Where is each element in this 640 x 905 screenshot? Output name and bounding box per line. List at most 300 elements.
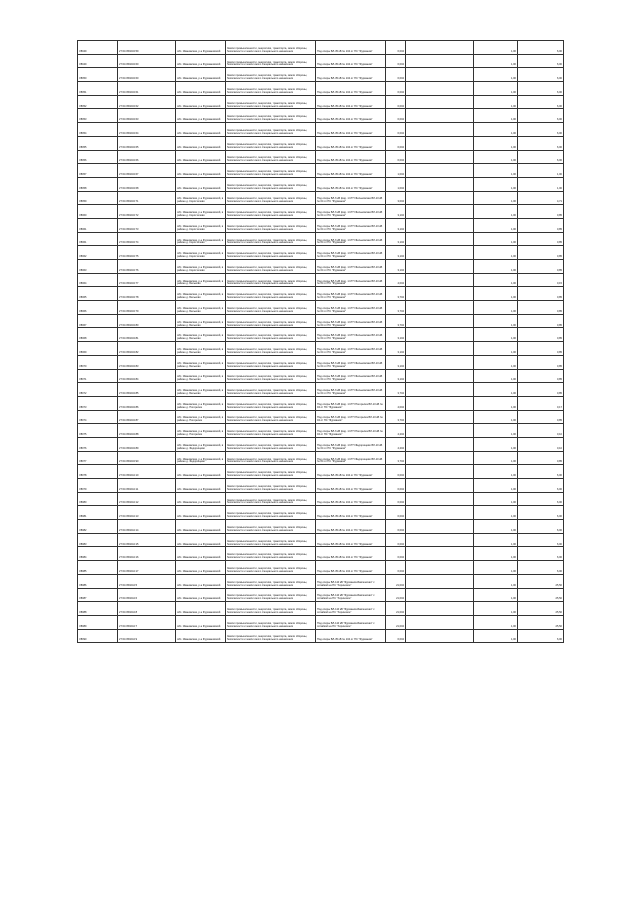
location: обл. Ивановская, р-н Фурмановский, в районе д. Бельково	[176, 287, 226, 301]
row-number: V8084	[78, 547, 118, 561]
share-value: 1,00	[474, 410, 518, 424]
share-value: 1,00	[474, 232, 518, 246]
location: обл. Ивановская, р-н Фурмановский	[176, 602, 226, 616]
empty-cell	[406, 246, 474, 260]
land-category: Земли промышленности, энергетики, транспорта, земли обороны, безопасности и земли иного специального назначения	[226, 205, 316, 219]
permitted-use: Под опоры ВЛ-6 кВ фид. 1 КТП Федорищево ВЛ-10 кВ № 04 от ПС "Фурманов"	[316, 437, 386, 451]
table-row	[78, 301, 564, 315]
area-value: 21,004	[386, 602, 406, 616]
empty-cell	[406, 218, 474, 232]
land-category: Земли промышленности, энергетики, транспорта, земли обороны, безопасности и земли иного специального назначения	[226, 588, 316, 602]
row-number: V8079	[78, 479, 118, 493]
permitted-use: Под опоры ВЛ-35 кВ № 104 от ПС "Фурманов"	[316, 136, 386, 150]
share-value: 1,00	[474, 383, 518, 397]
area-value: 6,004	[386, 465, 406, 479]
permitted-use: Под опоры ВЛ-35 кВ № 104 от ПС "Фурманов"	[316, 68, 386, 82]
land-category: Земли промышленности, энергетики, транспорта, земли обороны, безопасности и земли иного специального назначения	[226, 520, 316, 534]
empty-cell	[406, 437, 474, 451]
row-number: V8085	[78, 561, 118, 575]
land-category: Земли промышленности, энергетики, транспорта, земли обороны, безопасности и земли иного специального назначения	[226, 123, 316, 137]
permitted-use: Под опоры ВЛ-35 кВ № 104 от ПС "Фурманов"	[316, 561, 386, 575]
permitted-use: Под опоры ВЛ-6 кВ фид. 1 КТП Фильковская ВЛ-10 кВ № 04 от ПС "Фурманов"	[316, 205, 386, 219]
table-row	[78, 273, 564, 287]
permitted-use: Под опоры ВЛ-110 кВ "Фурманов-Бавленская" с отпайкой на ПС "Хоринское"	[316, 615, 386, 629]
permitted-use: Под опоры ВЛ-110 кВ "Фурманов-Бавленская" с отпайкой на ПС "Хоринское"	[316, 574, 386, 588]
permitted-use: Под опоры ВЛ-35 кВ № 104 от ПС "Фурманов"	[316, 520, 386, 534]
area-value: 6,004	[386, 150, 406, 164]
cadastral-number: 27:04:050244:14	[118, 520, 176, 534]
permitted-use: Под опоры ВЛ-6 кВ фид. 1 КТП Фильковская ВЛ-10 кВ № 04 от ПС "Фурманов"	[316, 218, 386, 232]
location: обл. Ивановская, р-н Фурмановский, в районе д. Бельково	[176, 355, 226, 369]
empty-cell	[406, 123, 474, 137]
row-number: V8081	[78, 506, 118, 520]
location: обл. Ивановская, р-н Фурмановский, в районе д. Погорелка	[176, 396, 226, 410]
row-number: V8072	[78, 383, 118, 397]
cadastral-number: 27:04:050244:16	[118, 547, 176, 561]
sum-value: 0,85	[518, 410, 564, 424]
share-value: 1,00	[474, 396, 518, 410]
empty-cell	[406, 492, 474, 506]
area-value: 6,004	[386, 41, 406, 55]
share-value: 1,00	[474, 561, 518, 575]
location: обл. Ивановская, р-н Фурмановский	[176, 479, 226, 493]
cadastral-number: 27:04:050244:12	[118, 492, 176, 506]
table-row	[78, 602, 564, 616]
share-value: 1,00	[474, 54, 518, 68]
area-value: 3,704	[386, 383, 406, 397]
empty-cell	[406, 164, 474, 178]
table-row	[78, 191, 564, 205]
permitted-use: Под опоры ВЛ-35 кВ № 104 от ПС "Фурманов"	[316, 547, 386, 561]
location: обл. Ивановская, р-н Фурмановский, в районе д. Погорелка	[176, 410, 226, 424]
land-category: Земли промышленности, энергетики, транспорта, земли обороны, безопасности и земли иного специального назначения	[226, 150, 316, 164]
empty-cell	[406, 41, 474, 55]
share-value: 1,00	[474, 355, 518, 369]
empty-cell	[406, 95, 474, 109]
area-value: 6,004	[386, 82, 406, 96]
location: обл. Ивановская, р-н Фурмановский, в районе д. Бельково	[176, 328, 226, 342]
row-number: V8070	[78, 355, 118, 369]
share-value: 1,00	[474, 629, 518, 643]
cadastral-number: 27:04:050243:76	[118, 260, 176, 274]
permitted-use: Под опоры ВЛ-35 кВ № 104 от ПС "Фурманов"	[316, 465, 386, 479]
area-value: 3,104	[386, 260, 406, 274]
location: обл. Ивановская, р-н Фурмановский, в районе д. Коростелево	[176, 191, 226, 205]
row-number: V8049	[78, 41, 118, 55]
location: обл. Ивановская, р-н Фурмановский	[176, 82, 226, 96]
table-row	[78, 588, 564, 602]
land-category: Земли промышленности, энергетики, транспорта, земли обороны, безопасности и земли иного специального назначения	[226, 232, 316, 246]
table-row	[78, 492, 564, 506]
land-category: Земли промышленности, энергетики, транспорта, земли обороны, безопасности и земли иного специального назначения	[226, 410, 316, 424]
land-category: Земли промышленности, энергетики, транспорта, земли обороны, безопасности и земли иного специального назначения	[226, 424, 316, 438]
location: обл. Ивановская, р-н Фурмановский	[176, 109, 226, 123]
sum-value: 0,85	[518, 205, 564, 219]
cadastral-number: 27:04:050243:90	[118, 451, 176, 465]
empty-cell	[406, 342, 474, 356]
empty-cell	[406, 588, 474, 602]
land-category: Земли промышленности, энергетики, транспорта, земли обороны, безопасности и земли иного специального назначения	[226, 314, 316, 328]
table-row	[78, 424, 564, 438]
table-row	[78, 287, 564, 301]
cadastral-number: 27:04:050243:86	[118, 396, 176, 410]
land-category: Земли промышленности, энергетики, транспорта, земли обороны, безопасности и земли иного специального назначения	[226, 383, 316, 397]
land-category: Земли промышленности, энергетики, транспорта, земли обороны, безопасности и земли иного специального назначения	[226, 437, 316, 451]
empty-cell	[406, 533, 474, 547]
land-category: Земли промышленности, энергетики, транспорта, земли обороны, безопасности и земли иного специального назначения	[226, 451, 316, 465]
location: обл. Ивановская, р-н Фурмановский	[176, 520, 226, 534]
area-value: 3,104	[386, 328, 406, 342]
empty-cell	[406, 479, 474, 493]
sum-value: 0,15	[518, 273, 564, 287]
permitted-use: Под опоры ВЛ-35 кВ № 104 от ПС "Фурманов"	[316, 82, 386, 96]
location: обл. Ивановская, р-н Фурмановский, в районе д. Бельково	[176, 342, 226, 356]
sum-value: 25,50	[518, 615, 564, 629]
land-category: Земли промышленности, энергетики, транспорта, земли обороны, безопасности и земли иного специального назначения	[226, 533, 316, 547]
share-value: 1,00	[474, 191, 518, 205]
location: обл. Ивановская, р-н Фурмановский	[176, 547, 226, 561]
area-value: 6,004	[386, 629, 406, 643]
share-value: 1,00	[474, 506, 518, 520]
area-value: 6,004	[386, 479, 406, 493]
sum-value: 0,85	[518, 355, 564, 369]
area-value: 6,004	[386, 109, 406, 123]
table-row	[78, 561, 564, 575]
cadastral-number: 27:04:050243:77	[118, 273, 176, 287]
share-value: 1,00	[474, 164, 518, 178]
area-value: 3,704	[386, 410, 406, 424]
location: обл. Ивановская, р-н Фурмановский	[176, 492, 226, 506]
area-value: 3,704	[386, 287, 406, 301]
table-row	[78, 82, 564, 96]
document-page	[77, 40, 563, 860]
area-value: 3,704	[386, 314, 406, 328]
cadastral-number: 27:04:050244:10	[118, 465, 176, 479]
row-number: V8082	[78, 520, 118, 534]
table-row	[78, 150, 564, 164]
location: обл. Ивановская, р-н Фурмановский	[176, 150, 226, 164]
area-value: 3,704	[386, 451, 406, 465]
land-category: Земли промышленности, энергетики, транспорта, земли обороны, безопасности и земли иного специального назначения	[226, 301, 316, 315]
area-value: 4,004	[386, 273, 406, 287]
cadastral-number: 27:04:050244:6	[118, 588, 176, 602]
permitted-use: Под опоры ВЛ-6 кВ фид. 1 КТП Фильковская ВЛ-10 кВ № 04 от ПС "Фурманов"	[316, 342, 386, 356]
row-number: V8077	[78, 451, 118, 465]
table-row	[78, 41, 564, 55]
table-row	[78, 383, 564, 397]
land-category: Земли промышленности, энергетики, транспорта, земли обороны, безопасности и земли иного специального назначения	[226, 602, 316, 616]
table-row	[78, 465, 564, 479]
table-row	[78, 218, 564, 232]
empty-cell	[406, 547, 474, 561]
cadastral-number: 27:04:050243:63	[118, 109, 176, 123]
location: обл. Ивановская, р-н Фурмановский, в районе д. Коростелево	[176, 205, 226, 219]
cadastral-number: 27:04:050243:65	[118, 136, 176, 150]
permitted-use: Под опоры ВЛ-35 кВ № 104 от ПС "Фурманов"	[316, 629, 386, 643]
location: обл. Ивановская, р-н Фурмановский	[176, 177, 226, 191]
row-number: V8087	[78, 588, 118, 602]
table-row	[78, 479, 564, 493]
row-number: V8055	[78, 136, 118, 150]
row-number: V8078	[78, 465, 118, 479]
area-value: 3,104	[386, 355, 406, 369]
empty-cell	[406, 383, 474, 397]
empty-cell	[406, 629, 474, 643]
share-value: 1,00	[474, 123, 518, 137]
area-value: 21,004	[386, 574, 406, 588]
cadastral-number: 27:04:050244:9	[118, 629, 176, 643]
row-number: V8049	[78, 54, 118, 68]
table-row	[78, 520, 564, 534]
area-value: 21,004	[386, 615, 406, 629]
permitted-use: Под опоры ВЛ-6 кВ фид. 1 КТП Фильковская ВЛ-10 кВ № 04 от ПС "Фурманов"	[316, 301, 386, 315]
cadastral-number: 27:04:050244:7	[118, 615, 176, 629]
area-value: 6,004	[386, 136, 406, 150]
sum-value: 0,17	[518, 396, 564, 410]
share-value: 1,00	[474, 492, 518, 506]
empty-cell	[406, 205, 474, 219]
sum-value: 1,00	[518, 177, 564, 191]
permitted-use: Под опоры ВЛ-6 кВ фид. 1 КТП Фильковская ВЛ-10 кВ № 04 от ПС "Фурманов"	[316, 273, 386, 287]
permitted-use: Под опоры ВЛ-35 кВ № 104 от ПС "Фурманов"	[316, 533, 386, 547]
sum-value: 0,85	[518, 301, 564, 315]
share-value: 1,00	[474, 520, 518, 534]
area-value: 6,004	[386, 520, 406, 534]
row-number: V8089	[78, 615, 118, 629]
cadastral-number: 27:04:050243:64	[118, 123, 176, 137]
area-value: 6,004	[386, 68, 406, 82]
location: обл. Ивановская, р-н Фурмановский, в районе д. Коростелево	[176, 218, 226, 232]
location: обл. Ивановская, р-н Фурмановский	[176, 54, 226, 68]
area-value: 4,004	[386, 396, 406, 410]
sum-value: 6,00	[518, 533, 564, 547]
empty-cell	[406, 301, 474, 315]
sum-value: 0,85	[518, 383, 564, 397]
cadastral-number: 27:04:050243:85	[118, 383, 176, 397]
permitted-use: Под опоры ВЛ-6 кВ фид. 1 КТП Фильковская ВЛ-10 кВ № 04 от ПС "Фурманов"	[316, 314, 386, 328]
land-category: Земли промышленности, энергетики, транспорта, земли обороны, безопасности и земли иного специального назначения	[226, 479, 316, 493]
cadastral-number: 27:04:050243:79	[118, 301, 176, 315]
cadastral-number: 27:04:050243:68	[118, 177, 176, 191]
cadastral-number: 27:04:050243:61	[118, 82, 176, 96]
cadastral-number: 27:04:050243:80	[118, 314, 176, 328]
permitted-use: Под опоры ВЛ-6 кВ фид. 1 КТП Фильковская ВЛ-10 кВ № 04 от ПС "Фурманов"	[316, 246, 386, 260]
sum-value: 6,00	[518, 479, 564, 493]
table-row	[78, 615, 564, 629]
empty-cell	[406, 615, 474, 629]
location: обл. Ивановская, р-н Фурмановский	[176, 41, 226, 55]
share-value: 1,00	[474, 177, 518, 191]
sum-value: 6,00	[518, 54, 564, 68]
cadastral-number: 27:04:050243:83	[118, 355, 176, 369]
cadastral-number: 27:04:050244:11	[118, 479, 176, 493]
land-category: Земли промышленности, энергетики, транспорта, земли обороны, безопасности и земли иного специального назначения	[226, 328, 316, 342]
land-category: Земли промышленности, энергетики, транспорта, земли обороны, безопасности и земли иного специального назначения	[226, 95, 316, 109]
empty-cell	[406, 273, 474, 287]
location: обл. Ивановская, р-н Фурмановский, в районе д. Бельково	[176, 383, 226, 397]
sum-value: 0,85	[518, 369, 564, 383]
land-category: Земли промышленности, энергетики, транспорта, земли обороны, безопасности и земли иного специального назначения	[226, 218, 316, 232]
permitted-use: Под опоры ВЛ-35 кВ № 104 от ПС "Фурманов"	[316, 177, 386, 191]
area-value: 6,004	[386, 54, 406, 68]
row-number: V8050	[78, 68, 118, 82]
sum-value: 0,85	[518, 260, 564, 274]
location: обл. Ивановская, р-н Фурмановский	[176, 574, 226, 588]
row-number: V8068	[78, 328, 118, 342]
sum-value: 6,00	[518, 109, 564, 123]
area-value: 6,004	[386, 506, 406, 520]
sum-value: 25,50	[518, 574, 564, 588]
area-value: 4,204	[386, 424, 406, 438]
land-category: Земли промышленности, энергетики, транспорта, земли обороны, безопасности и земли иного специального назначения	[226, 260, 316, 274]
row-number: V8073	[78, 396, 118, 410]
permitted-use: Под опоры ВЛ-35 кВ № 104 от ПС "Фурманов"	[316, 479, 386, 493]
permitted-use: Под опоры ВЛ-6 кВ фид. 1 КТП Погорелка ВЛ-10 кВ № 04 от ПС "Фурманов"	[316, 396, 386, 410]
row-number: V8067	[78, 314, 118, 328]
permitted-use: Под опоры ВЛ-35 кВ № 104 от ПС "Фурманов"	[316, 150, 386, 164]
land-category: Земли промышленности, энергетики, транспорта, земли обороны, безопасности и земли иного специального назначения	[226, 629, 316, 643]
location: обл. Ивановская, р-н Фурмановский, в районе д. Коростелево	[176, 246, 226, 260]
share-value: 1,00	[474, 41, 518, 55]
cadastral-number: 27:04:050243:82	[118, 342, 176, 356]
share-value: 1,00	[474, 369, 518, 383]
permitted-use: Под опоры ВЛ-35 кВ № 104 от ПС "Фурманов"	[316, 492, 386, 506]
area-value: 1,004	[386, 164, 406, 178]
share-value: 1,00	[474, 615, 518, 629]
empty-cell	[406, 68, 474, 82]
empty-cell	[406, 82, 474, 96]
empty-cell	[406, 451, 474, 465]
share-value: 1,00	[474, 342, 518, 356]
row-number: V8053	[78, 109, 118, 123]
location: обл. Ивановская, р-н Фурмановский, в районе д. Бельково	[176, 314, 226, 328]
share-value: 1,00	[474, 95, 518, 109]
land-category: Земли промышленности, энергетики, транспорта, земли обороны, безопасности и земли иного специального назначения	[226, 41, 316, 55]
table-row	[78, 629, 564, 643]
table-row	[78, 205, 564, 219]
cadastral-number: 27:04:050243:66	[118, 150, 176, 164]
land-category: Земли промышленности, энергетики, транспорта, земли обороны, безопасности и земли иного специального назначения	[226, 492, 316, 506]
cadastral-number: 27:04:050244:17	[118, 561, 176, 575]
row-number: V8063	[78, 260, 118, 274]
land-category: Земли промышленности, энергетики, транспорта, земли обороны, безопасности и земли иного специального назначения	[226, 54, 316, 68]
table-row	[78, 328, 564, 342]
empty-cell	[406, 109, 474, 123]
table-row	[78, 547, 564, 561]
permitted-use: Под опоры ВЛ-110 кВ "Фурманов-Бавленская" с отпайкой на ПС "Хоринское"	[316, 602, 386, 616]
share-value: 1,00	[474, 301, 518, 315]
area-value: 6,004	[386, 561, 406, 575]
row-number: V8080	[78, 492, 118, 506]
location: обл. Ивановская, р-н Фурмановский	[176, 561, 226, 575]
land-category: Земли промышленности, энергетики, транспорта, земли обороны, безопасности и земли иного специального назначения	[226, 615, 316, 629]
location: обл. Ивановская, р-н Фурмановский	[176, 629, 226, 643]
sum-value: 0,85	[518, 451, 564, 465]
share-value: 1,00	[474, 451, 518, 465]
table-row	[78, 260, 564, 274]
land-category: Земли промышленности, энергетики, транспорта, земли обороны, безопасности и земли иного специального назначения	[226, 506, 316, 520]
area-value: 6,004	[386, 95, 406, 109]
area-value: 3,104	[386, 342, 406, 356]
table-row	[78, 177, 564, 191]
row-number: V8061	[78, 218, 118, 232]
sum-value: 25,50	[518, 602, 564, 616]
area-value: 4,204	[386, 437, 406, 451]
row-number: V8086	[78, 574, 118, 588]
row-number: V8064	[78, 273, 118, 287]
table-row	[78, 246, 564, 260]
location: обл. Ивановская, р-н Фурмановский, в районе д. Погорелка	[176, 424, 226, 438]
cadastral-number: 27:04:050243:87	[118, 410, 176, 424]
sum-value: 6,00	[518, 561, 564, 575]
empty-cell	[406, 136, 474, 150]
permitted-use: Под опоры ВЛ-110 кВ "Фурманов-Бавленская" с отпайкой на ПС "Хоринское"	[316, 588, 386, 602]
land-category: Земли промышленности, энергетики, транспорта, земли обороны, безопасности и земли иного специального назначения	[226, 191, 316, 205]
location: обл. Ивановская, р-н Фурмановский	[176, 533, 226, 547]
sum-value: 0,10	[518, 437, 564, 451]
permitted-use: Под опоры ВЛ-35 кВ № 104 от ПС "Фурманов"	[316, 109, 386, 123]
row-number: V8062	[78, 246, 118, 260]
empty-cell	[406, 260, 474, 274]
share-value: 1,00	[474, 68, 518, 82]
permitted-use: Под опоры ВЛ-6 кВ фид. 1 КТП Фильковская ВЛ-10 кВ № 04 от ПС "Фурманов"	[316, 232, 386, 246]
share-value: 1,00	[474, 465, 518, 479]
area-value: 3,704	[386, 301, 406, 315]
land-category: Земли промышленности, энергетики, транспорта, земли обороны, безопасности и земли иного специального назначения	[226, 355, 316, 369]
location: обл. Ивановская, р-н Фурмановский	[176, 136, 226, 150]
sum-value: 0,85	[518, 232, 564, 246]
area-value: 6,004	[386, 547, 406, 561]
location: обл. Ивановская, р-н Фурмановский, в районе д. Бельково	[176, 273, 226, 287]
permitted-use: Под опоры ВЛ-35 кВ № 104 от ПС "Фурманов"	[316, 41, 386, 55]
sum-value: 0,85	[518, 342, 564, 356]
sum-value: 25,50	[518, 588, 564, 602]
cadastral-number: 27:04:050243:67	[118, 164, 176, 178]
cadastral-number: 27:04:050243:72	[118, 205, 176, 219]
land-category: Земли промышленности, энергетики, транспорта, земли обороны, безопасности и земли иного специального назначения	[226, 109, 316, 123]
sum-value: 6,00	[518, 95, 564, 109]
table-row	[78, 355, 564, 369]
cadastral-number: 27:04:050243:81	[118, 328, 176, 342]
empty-cell	[406, 54, 474, 68]
table-row	[78, 396, 564, 410]
location: обл. Ивановская, р-н Фурмановский, в районе д. Федорищево	[176, 437, 226, 451]
permitted-use: Под опоры ВЛ-35 кВ № 104 от ПС "Фурманов"	[316, 506, 386, 520]
table-row	[78, 342, 564, 356]
permitted-use: Под опоры ВЛ-6 кВ фид. 1 КТП Погорелка ВЛ-10 кВ № 04 от ПС "Фурманов"	[316, 410, 386, 424]
cadastral-number: 27:04:050243:60	[118, 54, 176, 68]
land-category: Земли промышленности, энергетики, транспорта, земли обороны, безопасности и земли иного специального назначения	[226, 369, 316, 383]
share-value: 1,00	[474, 136, 518, 150]
permitted-use: Под опоры ВЛ-6 кВ фид. 1 КТП Фильковская ВЛ-10 кВ № 04 от ПС "Фурманов"	[316, 191, 386, 205]
land-category: Земли промышленности, энергетики, транспорта, земли обороны, безопасности и земли иного специального назначения	[226, 164, 316, 178]
row-number: V8074	[78, 410, 118, 424]
share-value: 1,00	[474, 328, 518, 342]
row-number: V8061	[78, 232, 118, 246]
row-number: V8057	[78, 164, 118, 178]
sum-value: 1,00	[518, 164, 564, 178]
share-value: 1,00	[474, 547, 518, 561]
table-row	[78, 54, 564, 68]
sum-value: 6,00	[518, 123, 564, 137]
cadastral-number: 27:04:050243:84	[118, 369, 176, 383]
sum-value: 0,85	[518, 314, 564, 328]
cadastral-number: 27:04:050244:15	[118, 533, 176, 547]
row-number: V8058	[78, 177, 118, 191]
permitted-use: Под опоры ВЛ-6 кВ фид. 1 КТП Фильковская ВЛ-10 кВ № 04 от ПС "Фурманов"	[316, 287, 386, 301]
share-value: 1,00	[474, 314, 518, 328]
sum-value: 6,00	[518, 492, 564, 506]
